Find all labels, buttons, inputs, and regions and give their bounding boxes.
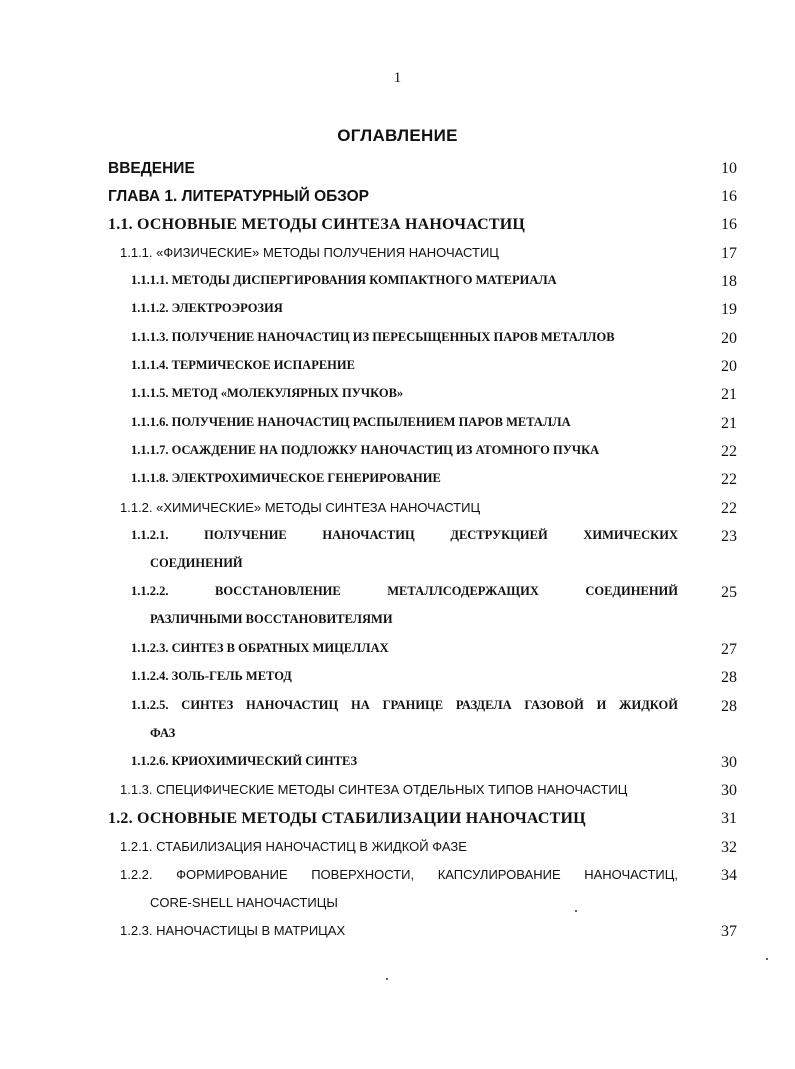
scan-speck [386,978,388,980]
toc-entry-label: ВВЕДЕНИЕ [108,160,195,177]
toc-entry-label-line1: 1.2.2. ФОРМИРОВАНИЕ ПОВЕРХНОСТИ, КАПСУЛИРОВАНИЕ НАНОЧАСТИЦ, [120,867,678,882]
toc-entry-label: 1.1.1.3. ПОЛУЧЕНИЕ НАНОЧАСТИЦ ИЗ ПЕРЕСЫЩЕННЫХ ПАРОВ МЕТАЛЛОВ [131,330,615,344]
toc-entry-label: 1.1.1.2. ЭЛЕКТРОЭРОЗИЯ [131,301,283,315]
toc-entry-label: 1.2.3. НАНОЧАСТИЦЫ В МАТРИЦАХ [120,923,346,938]
toc-entry-page: 21 [721,386,737,403]
toc-entry-page: 25 [721,584,737,601]
page-title: ОГЛАВЛЕНИЕ [337,126,458,145]
toc-entry-page: 37 [721,923,737,940]
toc-entry-page: 18 [721,273,737,290]
toc-entry-label-line1: 1.1.2.5. СИНТЕЗ НАНОЧАСТИЦ НА ГРАНИЦЕ РАЗДЕЛА ГАЗОВОЙ И ЖИДКОЙ [131,698,678,712]
toc-entry-label: 1.1.2.4. ЗОЛЬ-ГЕЛЬ МЕТОД [131,669,292,683]
toc-entry-label: 1.2. ОСНОВНЫЕ МЕТОДЫ СТАБИЛИЗАЦИИ НАНОЧАСТИЦ [108,810,586,827]
page-number: 1 [393,70,402,86]
toc-entry-label-line2: ФАЗ [150,726,176,740]
toc-entry-label-line2: РАЗЛИЧНЫМИ ВОССТАНОВИТЕЛЯМИ [150,612,393,626]
toc-entry-page: 28 [721,698,737,715]
toc-entry-label: 1.1.1.1. МЕТОДЫ ДИСПЕРГИРОВАНИЯ КОМПАКТНОГО МАТЕРИАЛА [131,273,557,287]
toc-entry-label: 1.1.1.5. МЕТОД «МОЛЕКУЛЯРНЫХ ПУЧКОВ» [131,386,404,400]
toc-entry-page: 22 [721,471,737,488]
toc-entry-label-line2: СОЕДИНЕНИЙ [150,556,243,570]
toc-entry-page: 23 [721,528,737,545]
toc-entry-label: 1.1.2.6. КРИОХИМИЧЕСКИЙ СИНТЕЗ [131,754,358,768]
toc-entry-label: 1.1.3. СПЕЦИФИЧЕСКИЕ МЕТОДЫ СИНТЕЗА ОТДЕЛЬНЫХ ТИПОВ НАНОЧАСТИЦ [120,782,628,797]
toc-entry-page: 20 [721,358,737,375]
toc-entry-page: 28 [721,669,737,686]
toc-entry-page: 17 [721,245,737,262]
toc-entry-page: 30 [721,754,737,771]
toc-entry-label: 1.1.1.6. ПОЛУЧЕНИЕ НАНОЧАСТИЦ РАСПЫЛЕНИЕМ ПАРОВ МЕТАЛЛА [131,415,571,429]
toc-entry-label-line1: 1.1.2.1. ПОЛУЧЕНИЕ НАНОЧАСТИЦ ДЕСТРУКЦИЕЙ ХИМИЧЕСКИХ [131,528,678,542]
toc-entry-page: 34 [721,867,737,884]
toc-entry-label: 1.1.1.8. ЭЛЕКТРОХИМИЧЕСКОЕ ГЕНЕРИРОВАНИЕ [131,471,441,485]
toc-entry-label-line1: 1.1.2.2. ВОССТАНОВЛЕНИЕ МЕТАЛЛСОДЕРЖАЩИХ СОЕДИНЕНИЙ [131,584,678,598]
toc-entry-label: 1.1.1.4. ТЕРМИЧЕСКОЕ ИСПАРЕНИЕ [131,358,355,372]
toc-entry-page: 22 [721,500,737,517]
toc-entry-page: 22 [721,443,737,460]
toc-entry-label-line2: CORE-SHELL НАНОЧАСТИЦЫ [150,895,338,910]
toc-entry-page: 16 [721,188,737,205]
toc-entry-page: 30 [721,782,737,799]
toc-entry-label: 1.2.1. СТАБИЛИЗАЦИЯ НАНОЧАСТИЦ В ЖИДКОЙ ФАЗЕ [120,839,467,854]
toc-entry-page: 10 [721,160,737,177]
scan-speck [575,910,577,912]
toc-entry-label: 1.1. ОСНОВНЫЕ МЕТОДЫ СИНТЕЗА НАНОЧАСТИЦ [108,216,526,233]
toc-entry-label: 1.1.2. «ХИМИЧЕСКИЕ» МЕТОДЫ СИНТЕЗА НАНОЧАСТИЦ [120,500,481,515]
toc-entry-page: 21 [721,415,737,432]
toc-entry-label: 1.1.1.7. ОСАЖДЕНИЕ НА ПОДЛОЖКУ НАНОЧАСТИЦ ИЗ АТОМНОГО ПУЧКА [131,443,600,457]
toc-entry-page: 27 [721,641,737,658]
toc-entry-label: 1.1.1. «ФИЗИЧЕСКИЕ» МЕТОДЫ ПОЛУЧЕНИЯ НАНОЧАСТИЦ [120,245,499,260]
toc-entry-page: 31 [721,810,737,827]
toc-entry-page: 16 [721,216,737,233]
toc-entry-label: ГЛАВА 1. ЛИТЕРАТУРНЫЙ ОБЗОР [108,188,370,205]
scan-speck [766,958,768,960]
toc-entry-page: 19 [721,301,737,318]
toc-entry-page: 32 [721,839,737,856]
toc-entry-label: 1.1.2.3. СИНТЕЗ В ОБРАТНЫХ МИЦЕЛЛАХ [131,641,389,655]
toc-entry-page: 20 [721,330,737,347]
